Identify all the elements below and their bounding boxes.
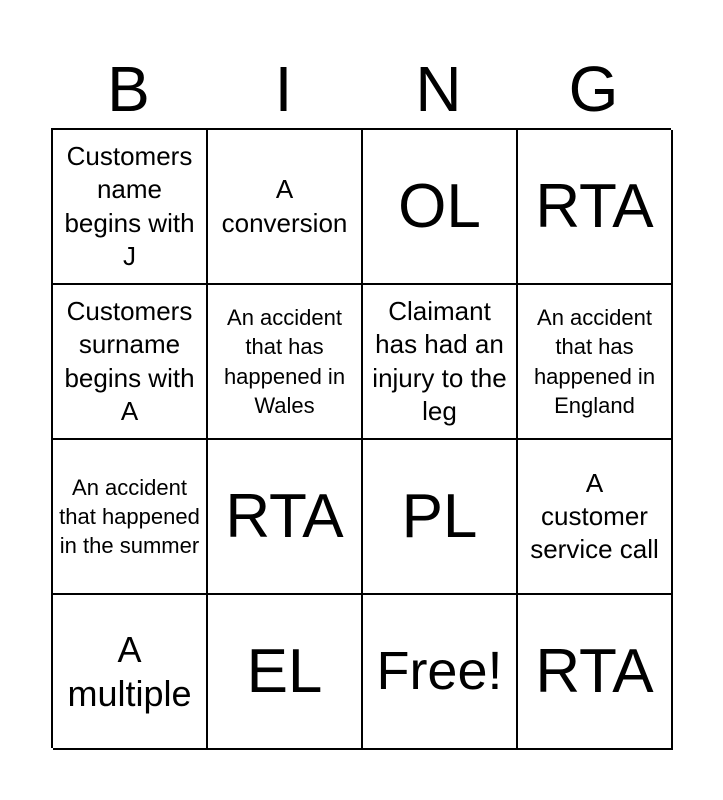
bingo-grid <box>51 128 671 748</box>
bingo-cell[interactable] <box>53 440 208 595</box>
bingo-cell[interactable] <box>518 440 673 595</box>
bingo-cell[interactable] <box>518 595 673 750</box>
cell-text: Free! <box>376 641 503 702</box>
bingo-cell[interactable] <box>53 130 208 285</box>
cell-text: An accident that has happened in England <box>533 305 656 418</box>
cell-text: OL <box>398 171 481 241</box>
cell-text: A multiple <box>67 629 192 714</box>
cell-text: A conversion <box>221 174 348 238</box>
cell-text: A customer service call <box>530 467 659 564</box>
header-letter-g: G <box>568 53 619 125</box>
cell-text: Customers name begins with J <box>64 141 195 271</box>
bingo-cell[interactable] <box>518 285 673 440</box>
cell-text: Customers surname begins with A <box>64 296 195 426</box>
bingo-cell[interactable] <box>208 595 363 750</box>
header-letter-i: I <box>274 53 293 125</box>
bingo-cell[interactable] <box>53 595 208 750</box>
cell-text: An accident that happened in the summer <box>59 474 200 559</box>
cell-text: Claimant has had an injury to the leg <box>372 296 507 426</box>
bingo-cell[interactable] <box>518 130 673 285</box>
cell-text: An accident that has happened in Wales <box>223 305 346 418</box>
cell-text: RTA <box>225 481 344 551</box>
header-letter-n: N <box>415 53 462 125</box>
bingo-cell[interactable] <box>53 285 208 440</box>
cell-text: EL <box>246 636 323 706</box>
header-letter-b: B <box>107 53 150 125</box>
bingo-cell[interactable] <box>208 285 363 440</box>
bingo-cell[interactable] <box>363 440 518 595</box>
cell-text: RTA <box>535 636 654 706</box>
bingo-cell[interactable] <box>208 130 363 285</box>
bingo-header <box>51 50 671 128</box>
bingo-cell[interactable] <box>208 440 363 595</box>
free-cell[interactable] <box>363 595 518 750</box>
cell-text: PL <box>401 481 478 551</box>
cell-text: RTA <box>535 171 654 241</box>
bingo-cell[interactable] <box>363 285 518 440</box>
bingo-cell[interactable] <box>363 130 518 285</box>
